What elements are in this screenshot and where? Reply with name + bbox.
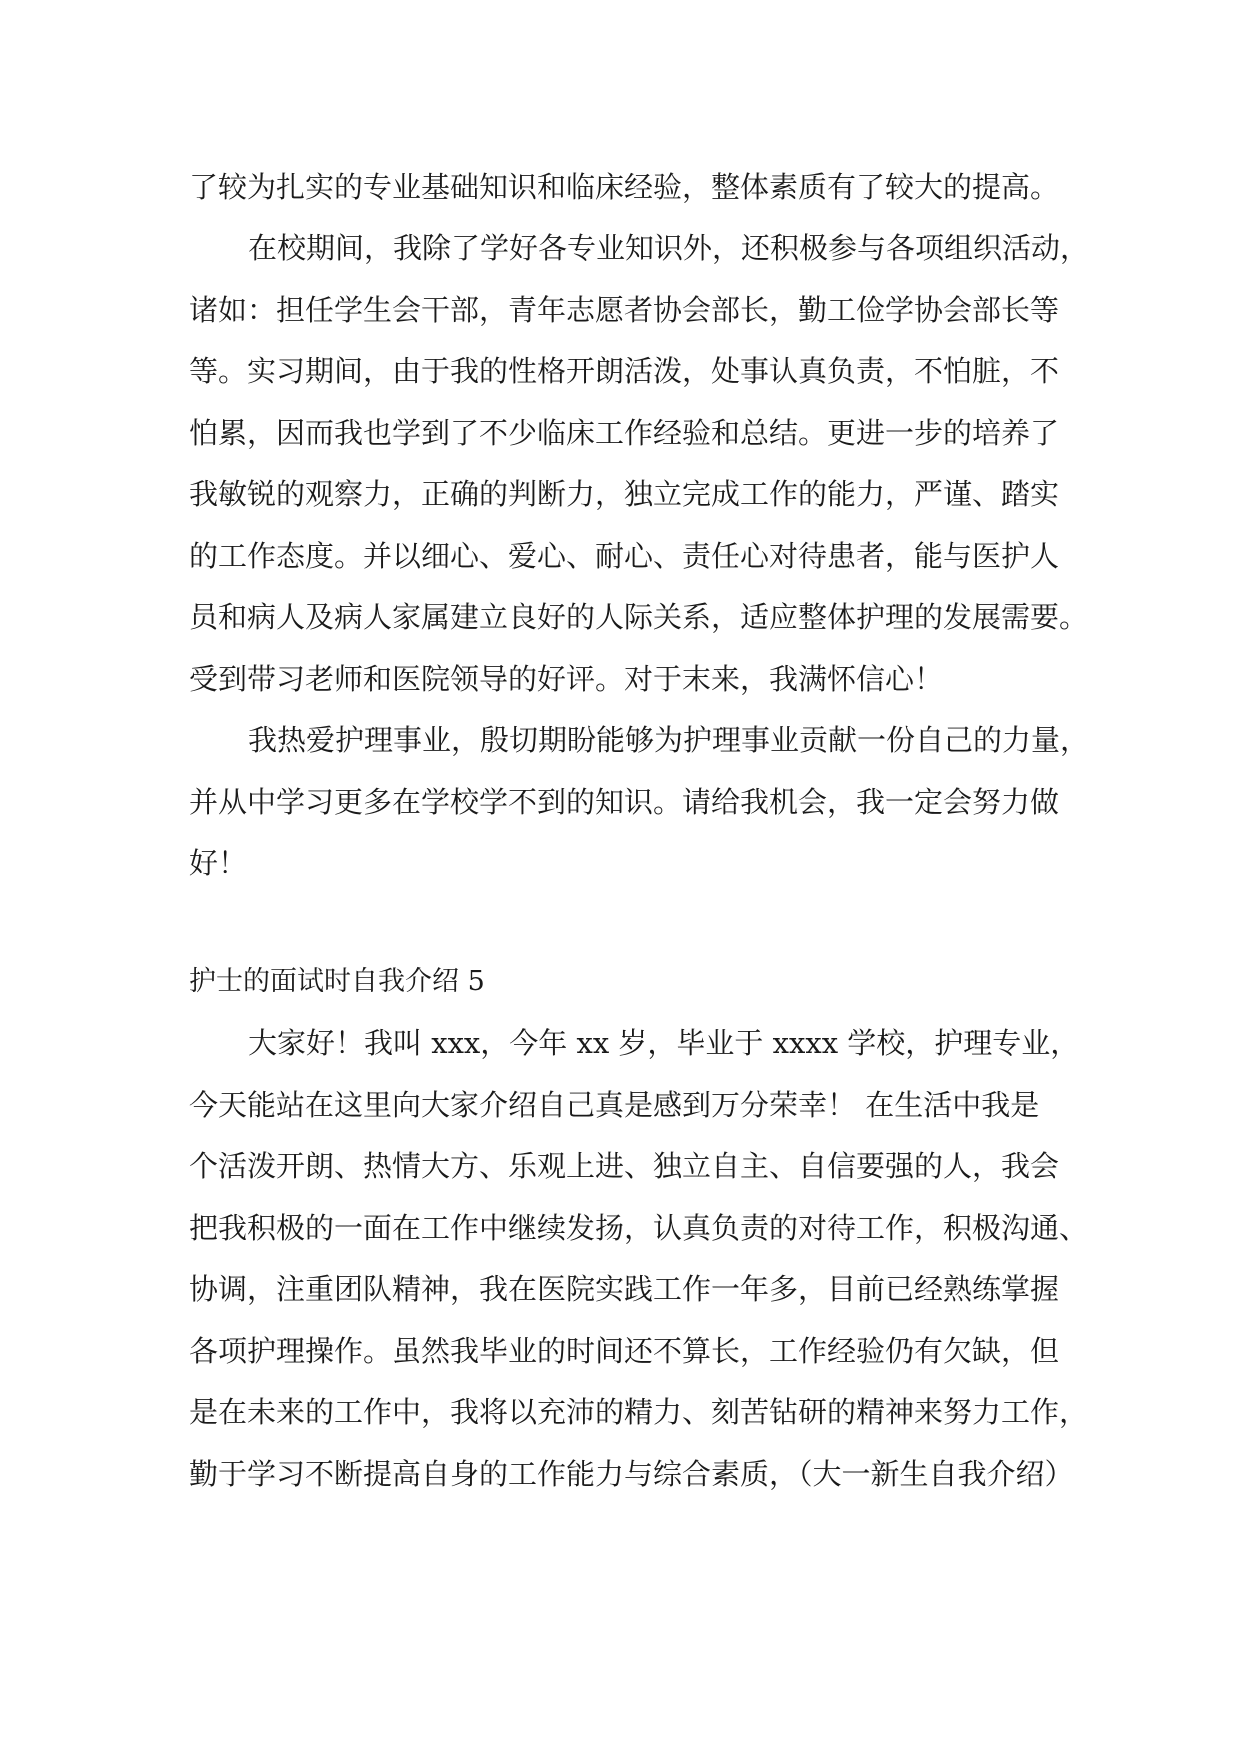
section-heading: 护士的面试时自我介绍 5: [189, 966, 485, 997]
paragraph-4-line-6: 各项护理操作。虽然我毕业的时间还不算长，工作经验仍有欠缺，但: [189, 1334, 1060, 1368]
paragraph-3-line-3: 好！: [189, 846, 248, 880]
paragraph-2-line-4: 怕累，因而我也学到了不少临床工作经验和总结。更进一步的培养了: [189, 416, 1060, 450]
paragraph-4-line-8: 勤于学习不断提高自身的工作能力与综合素质，（大一新生自我介绍）: [189, 1457, 1074, 1491]
paragraph-2-line-2: 诸如：担任学生会干部，青年志愿者协会部长，勤工俭学协会部长等: [189, 293, 1060, 327]
paragraph-2-line-7: 员和病人及病人家属建立良好的人际关系，适应整体护理的发展需要。: [189, 600, 1089, 634]
paragraph-2-line-5: 我敏锐的观察力，正确的判断力，独立完成工作的能力，严谨、踏实: [189, 477, 1060, 511]
paragraph-2-line-8: 受到带习老师和医院领导的好评。对于末来，我满怀信心！: [189, 662, 944, 696]
paragraph-4-line-2: 今天能站在这里向大家介绍自己真是感到万分荣幸！ 在生活中我是: [189, 1088, 1040, 1122]
paragraph-4-line-7: 是在未来的工作中，我将以充沛的精力、刻苦钻研的精神来努力工作，: [189, 1395, 1089, 1429]
paragraph-4-line-3: 个活泼开朗、热情大方、乐观上进、独立自主、自信要强的人，我会: [189, 1149, 1060, 1183]
paragraph-3-line-1: 我热爱护理事业，殷切期盼能够为护理事业贡献一份自己的力量，: [248, 723, 1090, 757]
paragraph-4-line-5: 协调，注重团队精神，我在医院实践工作一年多，目前已经熟练掌握: [189, 1272, 1060, 1306]
paragraph-2-line-6: 的工作态度。并以细心、爱心、耐心、责任心对待患者，能与医护人: [189, 539, 1060, 573]
paragraph-1-line-1: 了较为扎实的专业基础知识和临床经验，整体素质有了较大的提高。: [189, 170, 1060, 204]
paragraph-2-line-1: 在校期间，我除了学好各专业知识外，还积极参与各项组织活动，: [248, 231, 1090, 265]
paragraph-2-line-3: 等。实习期间，由于我的性格开朗活泼，处事认真负责，不怕脏，不: [189, 354, 1060, 388]
paragraph-4-line-4: 把我积极的一面在工作中继续发扬，认真负责的对待工作，积极沟通、: [189, 1211, 1089, 1245]
paragraph-4-line-1: 大家好！我叫 xxx，今年 xx 岁，毕业于 xxxx 学校，护理专业，: [248, 1026, 1080, 1060]
paragraph-3-line-2: 并从中学习更多在学校学不到的知识。请给我机会，我一定会努力做: [189, 785, 1060, 819]
